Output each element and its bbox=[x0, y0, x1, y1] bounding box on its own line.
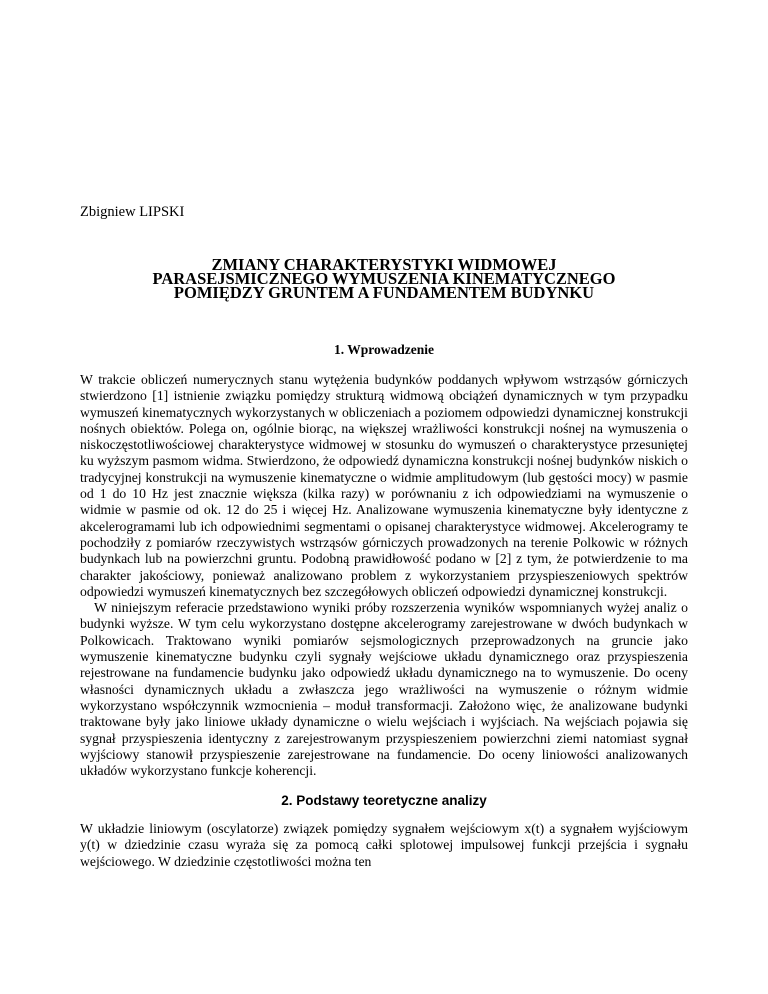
section-body-theory bbox=[80, 821, 688, 870]
title-line: ZMIANY CHARAKTERYSTYKI WIDMOWEJ bbox=[211, 255, 557, 274]
section-heading-introduction: 1. Wprowadzenie bbox=[333, 342, 434, 357]
section-body-introduction bbox=[80, 372, 688, 779]
section-heading-theory: 2. Podstawy teoretyczne analizy bbox=[281, 793, 487, 808]
paragraph: W trakcie obliczeń numerycznych stanu wytężenia budynków poddanych wpływom wstrząsów górniczych stwierdzono [1] istnienie związku pomiędzy strukturą widmową obciążeń dynamicznych w tym przypadku wymuszeń kinematycznych wykorzystanych w obliczeniach a poziomem odpowiedzi dynamicznej konstrukcji nośnych obiektów. Polega on, ogólnie biorąc, na większej wrażliwości konstrukcji nośnej na wymuszenia o niskoczęstotliwościowej charakterystyce widmowej w stosunku do wymuszeń o charakterystyce przesuniętej ku wyższym pasmom widma. Stwierdzono, że odpowiedź dynamiczna konstrukcji nośnej budynków niskich o tradycyjnej konstrukcji na wymuszenie kinematyczne o widmie amplitudowym (lub gęstości mocy) w pasmie od 1 do 10 Hz jest znacznie większa (kilka razy) w porównaniu z ich odpowiedziami na wymuszenie o widmie w pasmie od ok. 12 do 25 i więcej Hz. Analizowane wymuszenia kinematyczne były identyczne z akcelerogramami lub ich odpowiednimi segmentami o opisanej charakterystyce widmowej. Akcelerogramy te pochodziły z pomiarów rzeczywistych wstrząsów górniczych prowadzonych na terenie Polkowic w różnych budynkach lub na powierzchni gruntu. Podobną prawidłowość podano w [2] z tym, że potwierdzenie to ma charakter jakościowy, ponieważ analizowano problem z wykorzystaniem przyspieszeniowych spektrów odpowiedzi wymuszeń kinematycznych bez szczegółowych obliczeń odpowiedzi dynamicznej konstrukcji. bbox=[80, 372, 688, 599]
author-name: Zbigniew LIPSKI bbox=[80, 204, 185, 220]
paragraph: W niniejszym referacie przedstawiono wyniki próby rozszerzenia wyników wspomnianych wyżej analiz o budynki wyższe. W tym celu wykorzystano dostępne akcelerogramy zarejestrowane w dwóch budynkach w Polkowicach. Traktowano wyniki pomiarów sejsmologicznych przeprowadzonych na gruncie jako wymuszenie kinematyczne budynku czyli sygnały wejściowe układu dynamicznego oraz przyspieszenia rejestrowane na fundamencie budynku jako odpowiedź układu dynamicznego na to wymuszenie. Do oceny własności dynamicznych układu a zwłaszcza jego wrażliwości na wymuszenie o różnym widmie wykorzystano współczynnik wzmocnienia – moduł transformacji. Założono więc, że analizowane budynki traktowane były jako liniowe układy dynamiczne o wielu wejściach i wyjściach. Na wejściach pojawia się sygnał przyspieszenia identyczny z zarejestrowanym przyspieszeniem powierzchni ziemi natomiast sygnał wyjściowy stanowił przyspieszenie zarejestrowane na fundamencie. Do oceny liniowości analizowanych układów wykorzystano funkcje koherencji. bbox=[80, 600, 688, 779]
title-line: PARASEJSMICZNEGO WYMUSZENIA KINEMATYCZNEGO bbox=[152, 269, 616, 288]
title-line: POMIĘDZY GRUNTEM A FUNDAMENTEM BUDYNKU bbox=[173, 283, 595, 302]
paper-title bbox=[80, 255, 688, 302]
paragraph: W układzie liniowym (oscylatorze) związek pomiędzy sygnałem wejściowym x(t) a sygnałem wyjściowym y(t) w dziedzinie czasu wyraża się za pomocą całki splotowej impulsowej funkcji przejścia i sygnału wejściowego. W dziedzinie częstotliwości można ten bbox=[80, 821, 688, 869]
